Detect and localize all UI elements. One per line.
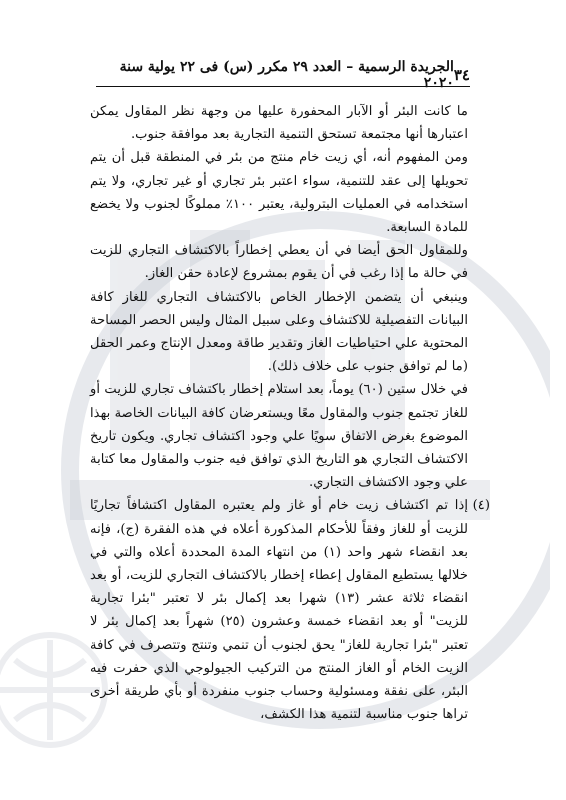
item-text: إذا تم اكتشاف زيت خام أو غاز ولم يعتبره المقاول اكتشافاً تجاريًا للزيت أو للغاز وفقاً للأحكام المذكورة أعلاه في هذه الفقرة (ج)، فإنه بعد انقضاء شهر واحد (١) من انتهاء المدة المحددة أعلاه والتي في خلالها يستطيع المقاول إعطاء إخطار بالاكتشاف التجاري للزيت، أو بعد انقضاء ثلاثة عشر (١٣) شهرا بعد إكمال بئر لا تعتبر "بئرا تجارية للزيت" أو بعد انقضاء خمسة وعشرون (٢٥) شهراً بعد إكمال بئر لا تعتبر "بئرا تجارية للغاز" يحق لجنوب أن تنمي وتنتج وتتصرف في كافة الزيت الخام أو الغاز المنتج من التركيب الجيولوجي الذي حفرت فيه البئر، على نفقة ومسئولية وحساب جنوب منفردة أو بأي طريقة أخرى تراها جنوب مناسبة لتنمية هذا الكشف، (90, 498, 469, 723)
header-title: الجريدة الرسمية – العدد ٢٩ مكرر (س) فى ٢٢ يولية سنة ٢٠٢٠ (119, 59, 454, 91)
page-header (96, 59, 470, 91)
page-number: ٣٤ (453, 66, 470, 84)
paragraph-5: في خلال ستين (٦٠) يوماً، بعد استلام إخطار باكتشاف تجاري للزيت أو للغاز تجتمع جنوب والمقاول معًا ويستعرضان كافة البيانات الخاصة بهذا الموضوع بغرض الاتفاق سويًا علي وجود اكتشاف تجاري. ويكون تاريخ الاكتشاف التجاري هو التاريخ الذي توافق فيه جنوب والمقاول معا كتابة علي وجود الاكتشاف التجاري. (90, 382, 468, 491)
numbered-item-4 (90, 494, 490, 726)
paragraph-2: ومن المفهوم أنه، أي زيت خام منتج من بئر في المنطقة قبل أن يتم تحويلها إلى عقد للتنمية، سواء اعتبر بئر تجاري أو غير تجاري، ولا يتم استخدامه في العمليات البترولية، يعتبر ١٠٠٪ مملوكًا لجنوب ولا يخضع للمادة السابعة. (90, 150, 468, 236)
paragraph-3: وللمقاول الحق أيضا في أن يعطي إخطاراً بالاكتشاف التجاري للزيت في حالة ما إذا رغب في أن يقوم بمشروع لإعادة حقن الغاز. (90, 243, 468, 282)
document-body (90, 100, 490, 726)
item-number: (٤) (472, 498, 490, 514)
paragraph-1: ما كانت البئر أو الآبار المحفورة عليها من وجهة نظر المقاول يمكن اعتبارها أنها مجتمعة تستحق التنمية التجارية بعد موافقة جنوب. (90, 104, 468, 143)
paragraph-4: وينبغي أن يتضمن الإخطار الخاص بالاكتشاف التجاري للغاز كافة البيانات التفصيلية للاكتشاف وعلى سبيل المثال وليس الحصر المساحة المحتوية علي احتياطيات الغاز وتقدير طاقة ومعدل الإنتاج وعمر الحقل (ما لم توافق جنوب على خلاف ذلك). (90, 289, 468, 375)
